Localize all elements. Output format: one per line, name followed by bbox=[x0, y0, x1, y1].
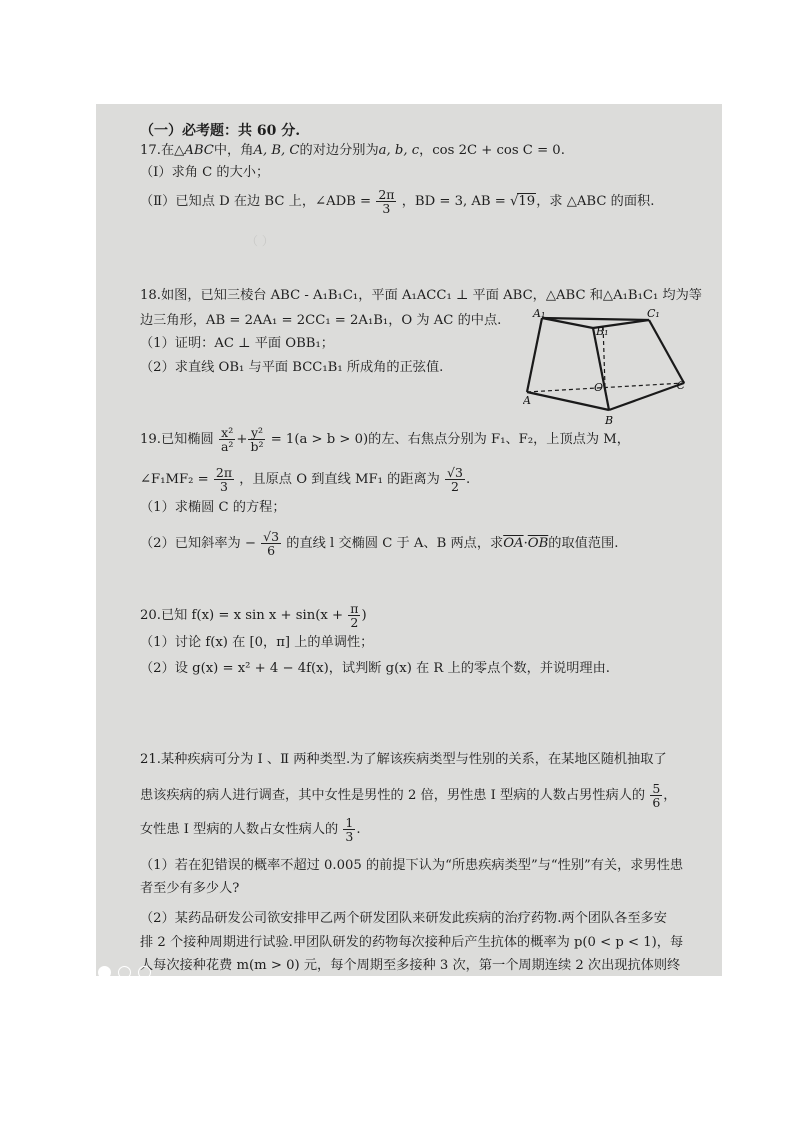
q17-stem: 17.在△ABC中，角A, B, C的对边分别为a, b, c，cos 2C + cos C = 0. bbox=[140, 143, 565, 158]
edge-aa1 bbox=[527, 318, 542, 392]
label-a1: A₁ bbox=[533, 308, 546, 320]
q18-part2: （2）求直线 OB₁ 与平面 BCC₁B₁ 所成角的正弦值. bbox=[140, 360, 444, 375]
q21-part2-line1: （2）某药品研发公司欲安排甲乙两个研发团队来研发此疾病的治疗药物.两个团队各至多安 bbox=[140, 911, 667, 926]
q21-part1-line2: 者至少有多少人? bbox=[140, 881, 240, 896]
page-dot-active[interactable] bbox=[98, 966, 111, 976]
q19-stem-line2: ∠F₁MF₂ = $\frac{2\pi}{3}$ ，且原点 O 到直线 MF₁ 的距离为 $\frac{√3}{2}$ . bbox=[140, 465, 471, 494]
q21-male-fraction: $\frac{5}{6}$ bbox=[652, 781, 661, 810]
label-b1: B₁ bbox=[596, 325, 609, 338]
q17-angle-fraction: $\frac{2\pi}{3}$ bbox=[378, 187, 395, 216]
frustum-figure bbox=[523, 308, 687, 426]
q18-part1: （1）证明：AC ⊥ 平面 OBB₁； bbox=[140, 336, 334, 351]
label-c: C bbox=[676, 379, 685, 392]
label-c1: C₁ bbox=[647, 308, 660, 320]
bleed-through-text: （ ） bbox=[246, 234, 274, 248]
q19-stem-line1: 19.已知椭圆 $\frac{\text{x²}}{\text{a²}}$ + $\frac{\text{y²}}{\text{b²}}$ = 1(a > b > 0)的左、右焦点分别为 F₁、F₂，上顶点为 M， bbox=[140, 425, 630, 454]
q21-stem-line3: 女性患 Ⅰ 型病的人数占女性病人的 $\frac{1}{3}$ . bbox=[140, 815, 361, 844]
q21-part2-line3: 人每次接种花费 m(m > 0) 元，每个周期至多接种 3 次，第一个周期连续 2 次出现抗体则终 bbox=[140, 958, 681, 973]
q17-part2: （Ⅱ）已知点 D 在边 BC 上，∠ADB = $\frac{2\pi}{3}$ ，BD = 3, AB = √19，求 △ABC 的面积. bbox=[140, 187, 655, 216]
label-b: B bbox=[605, 414, 614, 426]
page-dot[interactable] bbox=[118, 966, 131, 976]
page-dot[interactable] bbox=[138, 966, 151, 976]
q21-female-fraction: $\frac{1}{3}$ bbox=[345, 815, 354, 844]
q21-part1-line1: （1）若在犯错误的概率不超过 0.005 的前提下认为“所患疾病类型”与“性别”有关，求男性患 bbox=[140, 858, 684, 873]
q19-distance-fraction: $\frac{√3}{2}$ bbox=[447, 465, 463, 494]
edge-cc1 bbox=[649, 320, 684, 383]
q18-stem-line2: 边三角形，AB = 2AA₁ = 2CC₁ = 2A₁B₁，O 为 AC 的中点. bbox=[140, 313, 502, 328]
label-o: O bbox=[594, 381, 604, 394]
q19-part1: （1）求椭圆 C 的方程； bbox=[140, 500, 286, 515]
q19-slope-fraction: $\frac{√3}{6}$ bbox=[263, 529, 280, 558]
page-indicator bbox=[98, 966, 158, 976]
q17-part1: （Ⅰ）求角 C 的大小； bbox=[140, 165, 270, 180]
q20-part1: （1）讨论 f(x) 在 [0，π] 上的单调性； bbox=[140, 635, 374, 650]
q21-stem-line2: 患该疾病的病人进行调查，其中女性是男性的 2 倍，男性患 Ⅰ 型病的人数占男性病人的 $\frac{5}{6}$ ， bbox=[140, 781, 677, 810]
q18-stem-line1: 18.如图，已知三棱台 ABC - A₁B₁C₁，平面 A₁ACC₁ ⊥ 平面 ABC，△ABC 和△A₁B₁C₁ 均为等 bbox=[140, 288, 702, 303]
q21-part2-line2: 排 2 个接种周期进行试验.甲团队研发的药物每次接种后产生抗体的概率为 p(0 < p < 1)，每 bbox=[140, 935, 684, 950]
q19-x-term: $\frac{\text{x²}}{\text{a²}}$ bbox=[220, 425, 234, 454]
q19-angle-fraction: $\frac{2\pi}{3}$ bbox=[215, 465, 233, 494]
q19-y-term: $\frac{\text{y²}}{\text{b²}}$ bbox=[250, 425, 264, 454]
q20-pi-half: $\frac{\pi}{2}$ bbox=[350, 601, 359, 630]
q20-part2: （2）设 g(x) = x² + 4 − 4f(x)，试判断 g(x) 在 R 上的零点个数，并说明理由. bbox=[140, 661, 610, 676]
q21-stem-line1: 21.某种疾病可分为 Ⅰ 、Ⅱ 两种类型.为了解该疾病类型与性别的关系，在某地区随机抽取了 bbox=[140, 752, 667, 767]
section-header: （一）必考题：共 60 分. bbox=[140, 123, 301, 139]
q19-part2: （2）已知斜率为 − $\frac{√3}{6}$ 的直线 l 交椭圆 C 于 A、B 两点，求$\overline{OA}\cdot\overline{OB}$的取值范围. bbox=[140, 529, 619, 558]
edge-ab bbox=[527, 392, 609, 410]
edge-a1c1 bbox=[542, 318, 649, 320]
q20-stem: 20.已知 f(x) = x sin x + sin(x + $\frac{\pi}{2}$ ) bbox=[140, 601, 367, 630]
label-a: A bbox=[523, 394, 531, 407]
exam-page bbox=[96, 104, 722, 976]
